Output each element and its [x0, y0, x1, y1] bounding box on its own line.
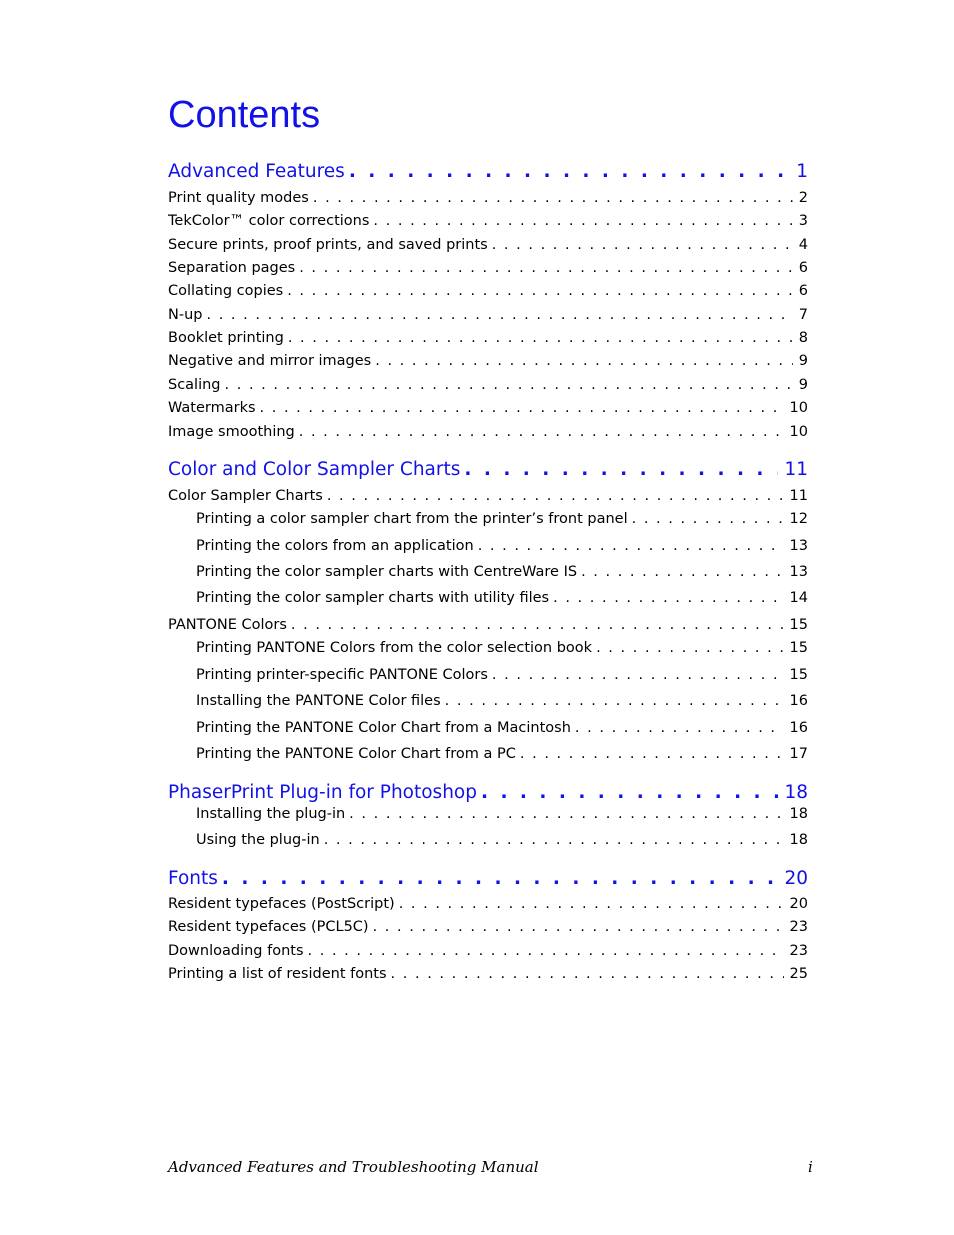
- dot-leader: [481, 781, 778, 805]
- dot-leader: [520, 744, 784, 764]
- toc-label: Collating copies: [168, 283, 284, 299]
- toc-subentry[interactable]: [196, 691, 808, 711]
- toc-subentry[interactable]: [196, 536, 808, 556]
- toc-subentry[interactable]: [196, 744, 808, 764]
- toc-page-number: 9: [798, 353, 808, 369]
- dot-leader: [373, 211, 792, 231]
- dot-leader: [399, 894, 784, 914]
- toc-page-number: 20: [784, 868, 808, 889]
- toc-page-number: 15: [789, 667, 808, 683]
- toc-entry[interactable]: [168, 305, 808, 325]
- dot-leader: [373, 917, 784, 937]
- toc-entry[interactable]: [168, 615, 808, 635]
- toc-page-number: 11: [784, 459, 808, 480]
- toc-label: Printing the PANTONE Color Chart from a Macintosh: [196, 720, 571, 736]
- toc-page-number: 10: [789, 400, 808, 416]
- toc-page-number: 18: [789, 832, 808, 848]
- toc-page-number: 13: [789, 564, 808, 580]
- toc-label: Fonts: [168, 868, 218, 889]
- dot-leader: [299, 422, 784, 442]
- dot-leader: [225, 375, 793, 395]
- dot-leader: [464, 458, 778, 482]
- toc-entry[interactable]: [168, 211, 808, 231]
- toc-label: N-up: [168, 307, 203, 323]
- toc-label: Scaling: [168, 377, 221, 393]
- toc-label: Secure prints, proof prints, and saved prints: [168, 237, 488, 253]
- dot-leader: [391, 964, 784, 984]
- toc-entry[interactable]: [168, 486, 808, 506]
- toc-label: Color Sampler Charts: [168, 488, 323, 504]
- toc-entry[interactable]: [168, 894, 808, 914]
- toc-page-number: 16: [789, 693, 808, 709]
- toc-page-number: 12: [789, 511, 808, 527]
- dot-leader: [349, 160, 790, 184]
- toc-entry[interactable]: [168, 258, 808, 278]
- toc-label: Separation pages: [168, 260, 296, 276]
- toc-page-number: 2: [798, 190, 808, 206]
- dot-leader: [575, 718, 784, 738]
- toc-page-number: 25: [789, 966, 808, 982]
- dot-leader: [260, 398, 784, 418]
- toc-page-number: 18: [789, 806, 808, 822]
- dot-leader: [632, 509, 784, 529]
- toc-label: Watermarks: [168, 400, 256, 416]
- toc-heading-fonts[interactable]: [168, 867, 808, 891]
- toc-label: Booklet printing: [168, 330, 284, 346]
- toc-page-number: 18: [784, 782, 808, 803]
- dot-leader: [596, 638, 783, 658]
- toc-label: Printing a color sampler chart from the printer’s front panel: [196, 511, 628, 527]
- toc-label: Resident typefaces (PostScript): [168, 896, 395, 912]
- toc-label: Printing printer-specific PANTONE Colors: [196, 667, 488, 683]
- toc-label: Printing the colors from an application: [196, 538, 474, 554]
- dot-leader: [478, 536, 784, 556]
- toc-subentry[interactable]: [196, 718, 808, 738]
- toc-label: Image smoothing: [168, 424, 295, 440]
- toc-entry[interactable]: [168, 964, 808, 984]
- toc-label: Installing the plug-in: [196, 806, 346, 822]
- toc-subentry[interactable]: [196, 665, 808, 685]
- toc-page-number: 11: [789, 488, 808, 504]
- toc-entry[interactable]: [168, 328, 808, 348]
- dot-leader: [349, 804, 783, 824]
- toc-entry[interactable]: [168, 235, 808, 255]
- toc-heading-advanced-features[interactable]: [168, 160, 808, 184]
- dot-leader: [206, 305, 792, 325]
- toc-subentry[interactable]: [196, 804, 808, 824]
- dot-leader: [291, 615, 784, 635]
- toc-label: Negative and mirror images: [168, 353, 372, 369]
- toc-label: Printing the PANTONE Color Chart from a PC: [196, 746, 516, 762]
- toc-page-number: 15: [789, 640, 808, 656]
- toc-page-number: 23: [789, 943, 808, 959]
- toc-page-number: 1: [796, 161, 808, 182]
- toc-subentry[interactable]: [196, 509, 808, 529]
- footer-page-number: i: [808, 1158, 813, 1176]
- dot-leader: [313, 188, 793, 208]
- toc-page-number: 7: [798, 307, 808, 323]
- toc-page-number: 6: [798, 283, 808, 299]
- page-title: Contents: [168, 94, 321, 136]
- toc-page-number: 16: [789, 720, 808, 736]
- toc-entry[interactable]: [168, 351, 808, 371]
- dot-leader: [492, 665, 784, 685]
- toc-entry[interactable]: [168, 917, 808, 937]
- toc-page-number: 13: [789, 538, 808, 554]
- dot-leader: [288, 328, 793, 348]
- dot-leader: [581, 562, 783, 582]
- toc-label: TekColor™ color corrections: [168, 213, 370, 229]
- toc-label: Printing PANTONE Colors from the color selection book: [196, 640, 593, 656]
- toc-entry[interactable]: [168, 375, 808, 395]
- toc-heading-color-sampler-charts[interactable]: [168, 458, 808, 482]
- dot-leader: [299, 258, 793, 278]
- toc-page-number: 17: [789, 746, 808, 762]
- toc-page-number: 10: [789, 424, 808, 440]
- toc-page-number: 14: [789, 590, 808, 606]
- toc-page-number: 20: [789, 896, 808, 912]
- toc-page-number: 8: [798, 330, 808, 346]
- toc-label: PANTONE Colors: [168, 617, 287, 633]
- toc-page-number: 9: [798, 377, 808, 393]
- toc-page-number: 4: [798, 237, 808, 253]
- toc-heading-phaserprint-plugin[interactable]: [168, 781, 808, 805]
- toc-label: Using the plug-in: [196, 832, 320, 848]
- toc-page-number: 15: [789, 617, 808, 633]
- toc-entry[interactable]: [168, 422, 808, 442]
- dot-leader: [222, 867, 779, 891]
- toc-subentry[interactable]: [196, 562, 808, 582]
- toc-entry[interactable]: [168, 188, 808, 208]
- dot-leader: [375, 351, 793, 371]
- toc-page-number: 3: [798, 213, 808, 229]
- dot-leader: [287, 281, 793, 301]
- toc-page-number: 23: [789, 919, 808, 935]
- toc-label: PhaserPrint Plug-in for Photoshop: [168, 782, 477, 803]
- dot-leader: [327, 486, 784, 506]
- toc-label: Resident typefaces (PCL5C): [168, 919, 369, 935]
- toc-label: Installing the PANTONE Color files: [196, 693, 441, 709]
- dot-leader: [308, 941, 784, 961]
- toc-subentry[interactable]: [196, 830, 808, 850]
- toc-entry[interactable]: [168, 398, 808, 418]
- toc-entry[interactable]: [168, 941, 808, 961]
- toc-label: Advanced Features: [168, 161, 345, 182]
- toc-subentry[interactable]: [196, 638, 808, 658]
- toc-label: Print quality modes: [168, 190, 309, 206]
- toc-label: Printing the color sampler charts with utility files: [196, 590, 550, 606]
- dot-leader: [492, 235, 793, 255]
- toc-label: Color and Color Sampler Charts: [168, 459, 461, 480]
- toc-page-number: 6: [798, 260, 808, 276]
- toc-label: Printing a list of resident fonts: [168, 966, 387, 982]
- dot-leader: [445, 691, 784, 711]
- toc-label: Downloading fonts: [168, 943, 304, 959]
- footer-manual-title: Advanced Features and Troubleshooting Manual: [168, 1158, 539, 1176]
- dot-leader: [324, 830, 784, 850]
- toc-subentry[interactable]: [196, 588, 808, 608]
- dot-leader: [553, 588, 783, 608]
- toc-entry[interactable]: [168, 281, 808, 301]
- toc-label: Printing the color sampler charts with CentreWare IS: [196, 564, 578, 580]
